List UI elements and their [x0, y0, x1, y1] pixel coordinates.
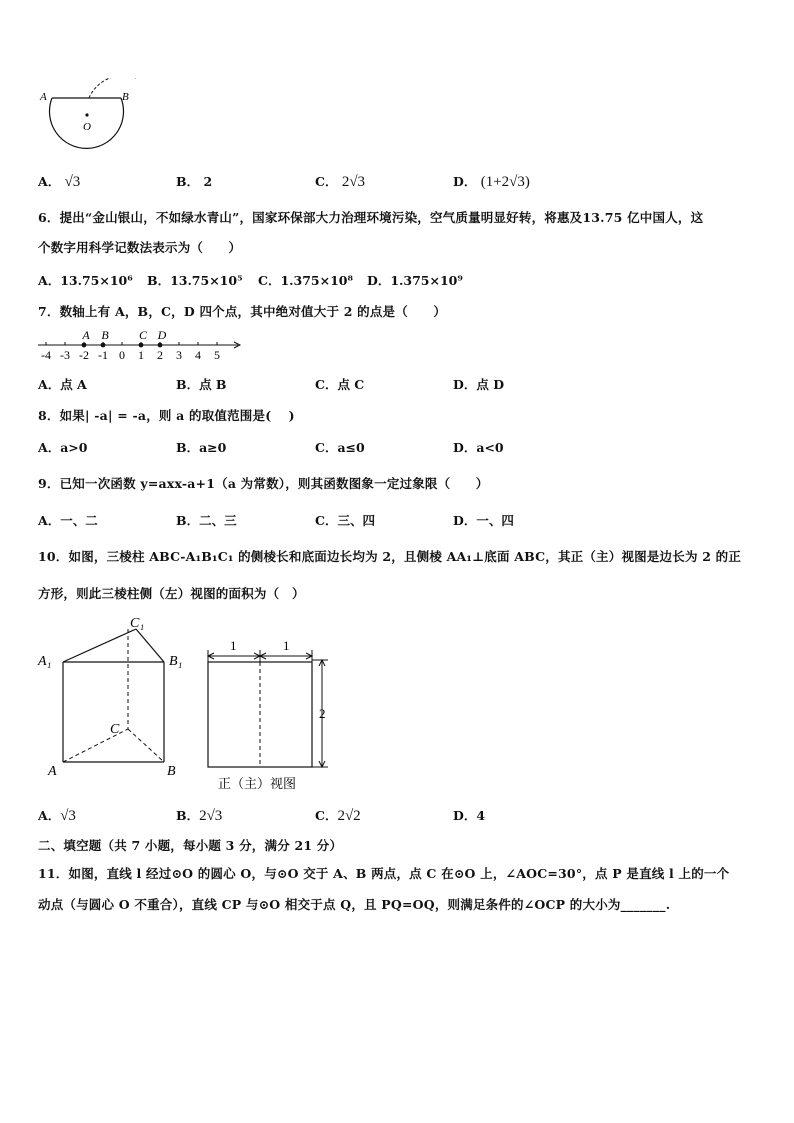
q8-stem: 8．如果| -a| = -a，则 a 的取值范围是( ) — [38, 408, 295, 423]
option-label: B． — [176, 174, 200, 189]
edge-cb — [128, 729, 164, 762]
axis-point — [139, 343, 144, 348]
q6-stem-line2: 个数字用科学记数法表示为（ ） — [38, 240, 242, 255]
axis-tick-label: 3 — [176, 348, 182, 362]
dim-label-2: 2 — [319, 706, 326, 721]
q7-option-b: B．点 B — [176, 377, 227, 392]
circle-chord-figure — [36, 78, 136, 160]
q9-option-a: A．一、二 — [38, 513, 98, 528]
axis-tick-label: -2 — [79, 348, 89, 362]
axis-tick-label: 0 — [119, 348, 125, 362]
dim-label-1: 1 — [230, 638, 237, 653]
label-b: B — [167, 764, 176, 779]
q10-stem-line2: 方形，则此三棱柱侧（左）视图的面积为（ ） — [38, 586, 305, 601]
axis-tick-label: -4 — [41, 348, 51, 362]
axis-point — [158, 343, 163, 348]
option-value: 2√3 — [341, 174, 366, 190]
q6-option-d: D．1.375×10⁹ — [367, 273, 463, 288]
number-line — [34, 326, 244, 364]
q5-option-d — [453, 172, 530, 191]
option-label: C． — [315, 808, 338, 823]
axis-point-label: C — [138, 328, 148, 342]
label-b: B — [122, 91, 129, 103]
dim-label-1: 1 — [283, 638, 290, 653]
front-view-caption: 正（主）视图 — [218, 776, 297, 791]
q9-option-b: B．二、三 — [176, 513, 237, 528]
q10-option-d: D．4 — [453, 808, 486, 823]
axis-point-label: B — [101, 328, 109, 342]
q5-option-a — [38, 172, 80, 191]
axis-tick-label: -1 — [98, 348, 108, 362]
axis-tick-label: 1 — [138, 348, 144, 362]
q5-option-b — [176, 172, 212, 190]
q9-option-c: C．三、四 — [315, 513, 375, 528]
q7-option-a: A．点 A — [38, 377, 87, 392]
edge-c1b1 — [136, 629, 164, 662]
label-b1: B₁ — [169, 654, 183, 669]
option-value: 2√2 — [337, 808, 361, 824]
option-label: A． — [38, 808, 61, 823]
option-label: D． — [453, 174, 477, 189]
q8-option-b: B．a≥0 — [176, 440, 227, 455]
q10-stem-line1: 10．如图，三棱柱 ABC-A₁B₁C₁ 的侧棱长和底面边长均为 2，且侧棱 AA₁⊥底面 ABC，其正（主）视图是边长为 2 的正 — [38, 549, 742, 564]
label-o: O — [83, 121, 91, 133]
option-value: 2√3 — [199, 808, 223, 824]
axis-tick-label: 5 — [214, 348, 220, 362]
option-label: A． — [38, 174, 61, 189]
option-value: √3 — [64, 174, 81, 190]
q8-option-c: C．a≤0 — [315, 440, 365, 455]
label-c: C — [110, 722, 120, 737]
q7-option-d: D．点 D — [453, 377, 505, 392]
q7-stem: 7．数轴上有 A，B，C，D 四个点，其中绝对值大于 2 的点是（ ） — [38, 304, 447, 319]
q11-stem-line1: 11．如图，直线 l 经过⊙O 的圆心 O，与⊙O 交于 A、B 两点，点 C 在⊙O 上，∠AOC=30°，点 P 是直线 l 上的一个 — [38, 866, 730, 881]
label-a: A — [48, 764, 57, 779]
axis-tick-label: -3 — [60, 348, 70, 362]
center-point — [85, 113, 88, 116]
axis-tick-label: 2 — [157, 348, 163, 362]
prism-figure — [34, 612, 199, 782]
q9-option-d: D．一、四 — [453, 513, 514, 528]
option-value: √3 — [60, 808, 76, 824]
axis-tick-label: 4 — [195, 348, 201, 362]
label-a: A — [40, 91, 47, 103]
q6-option-b: B．13.75×10⁵ — [147, 273, 243, 288]
q6-stem-line1: 6．提出“金山银山，不如绿水青山”，国家环保部大力治理环境污染，空气质量明显好转，将惠及13.75 亿中国人，这 — [38, 210, 704, 225]
q11-stem-line2: 动点（与圆心 O 不重合），直线 CP 与⊙O 相交于点 Q，且 PQ=OQ，则满足条件的∠OCP 的大小为_______. — [38, 897, 671, 912]
axis-points — [81, 328, 166, 347]
option-value: 2 — [203, 174, 213, 189]
q10-option-a — [38, 806, 76, 825]
front-view-figure — [200, 630, 340, 795]
section-title: 二、填空题（共 7 小题，每小题 3 分，满分 21 分） — [38, 838, 343, 853]
q8-option-d: D．a<0 — [453, 440, 504, 455]
q9-stem: 9．已知一次函数 y=axx-a+1（a 为常数），则其函数图象一定过象限（ ） — [38, 476, 489, 491]
label-c1: C₁ — [130, 616, 145, 631]
q6-option-c: C．1.375×10⁸ — [258, 273, 353, 288]
q8-option-a: A．a>0 — [38, 440, 88, 455]
q5-option-c — [315, 172, 365, 191]
option-label: B． — [176, 808, 200, 823]
axis-point — [101, 343, 106, 348]
edge-a1c1 — [63, 629, 136, 662]
q6-option-a: A．13.75×10⁶ — [38, 273, 133, 288]
axis-point-label: A — [82, 328, 90, 342]
q10-option-b — [176, 806, 222, 825]
axis-point-label: D — [157, 328, 167, 342]
axis-point — [82, 343, 87, 348]
q7-option-c: C．点 C — [315, 377, 365, 392]
label-a1: A₁ — [38, 654, 52, 669]
q10-option-c — [315, 806, 361, 825]
dashed-arc — [89, 78, 136, 98]
option-label: C． — [315, 174, 338, 189]
option-value: (1+2√3) — [480, 174, 530, 190]
